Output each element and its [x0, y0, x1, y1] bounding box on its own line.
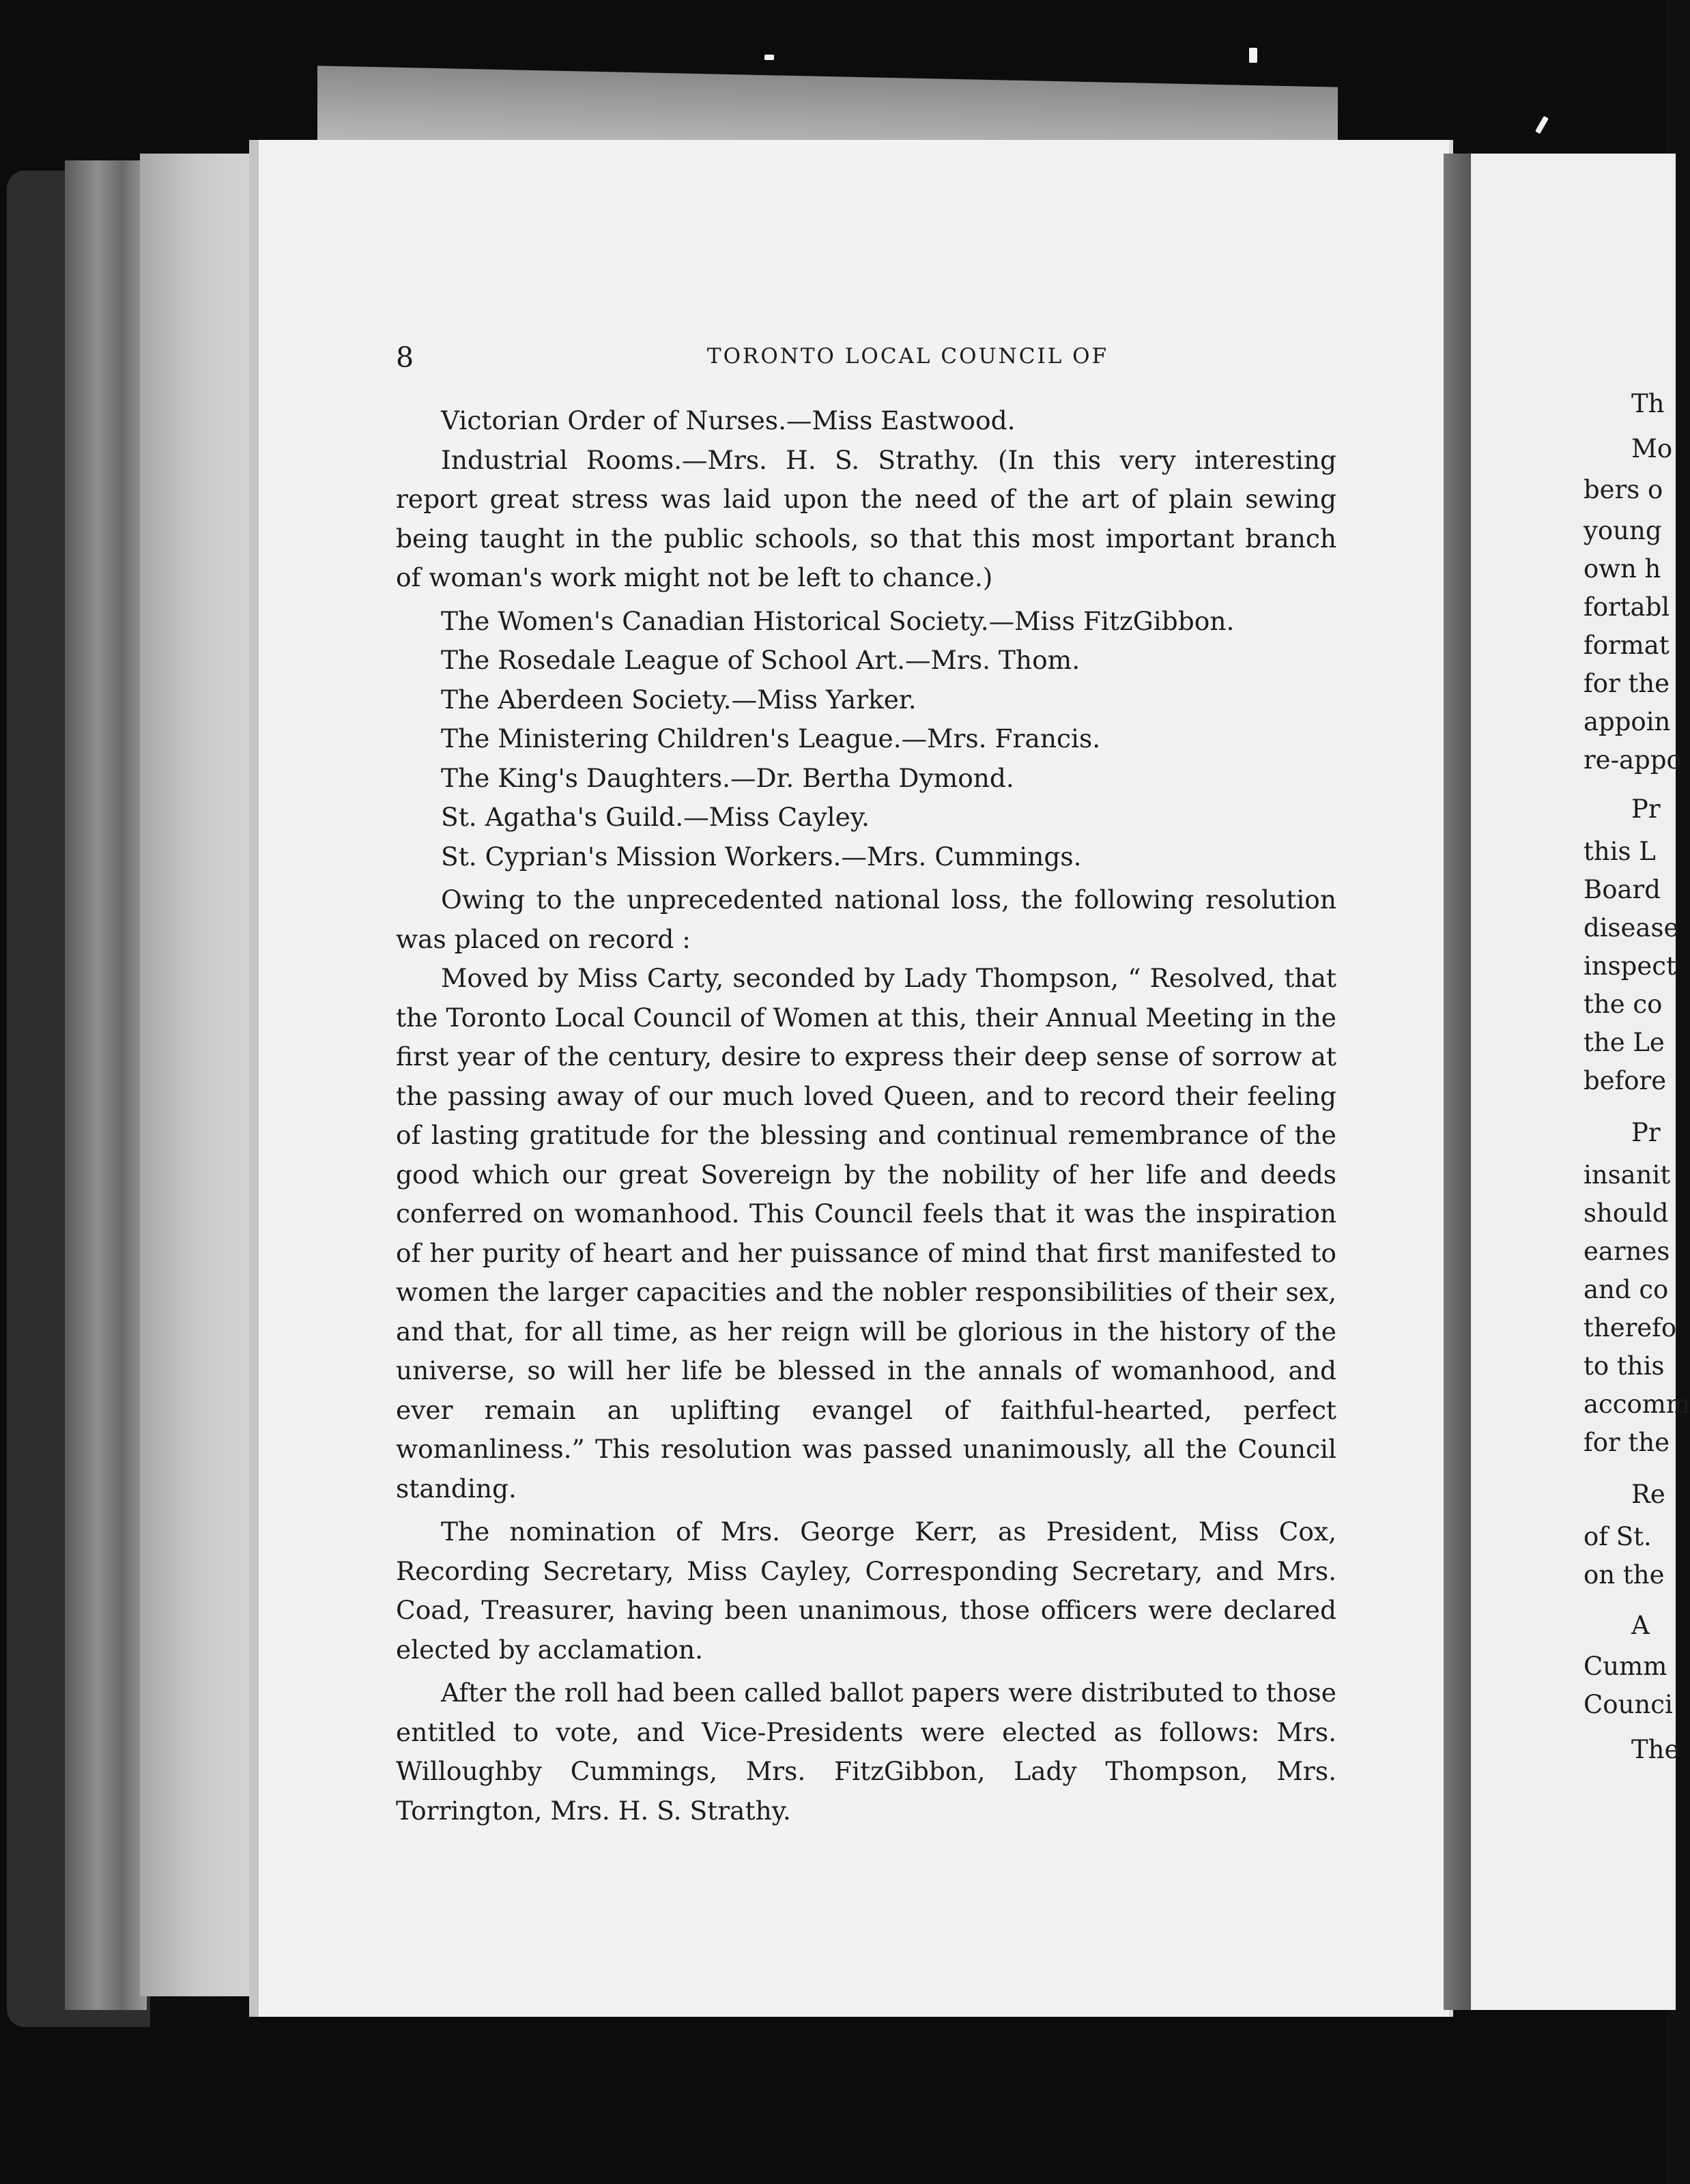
facing-line: should	[1584, 1198, 1669, 1228]
report-entry: Victorian Order of Nurses.—Miss Eastwood.	[441, 405, 1016, 435]
report-entry: The King's Daughters.—Dr. Bertha Dymond.	[441, 762, 1014, 793]
facing-line: Pr	[1631, 794, 1661, 824]
report-entry: The Women's Canadian Historical Society.—Miss FitzGibbon.	[441, 605, 1235, 636]
report-entry: Industrial Rooms.—Mrs. H. S. Strathy. (In this very interesting report great stress was laid upon the need of the art of plain sewing being taught in the public schools, so that this most important branch of woman's work might not be left to chance.)	[396, 444, 1336, 592]
report-entry: The Rosedale League of School Art.—Mrs. Thom.	[441, 645, 1080, 675]
facing-line: young	[1584, 516, 1662, 545]
running-head-title: TORONTO LOCAL COUNCIL OF	[706, 344, 1109, 369]
facing-line: insanit	[1584, 1160, 1671, 1190]
page-edges-outer	[65, 160, 147, 2010]
resolution-paragraph: Moved by Miss Carty, seconded by Lady Thompson, “ Resolved, that the Toronto Local Council of Women at this, their Annual Meeting in the first year of the century, desire to express their deep sense of sorrow at the passing away of our much loved Queen, and to record their feeling of lasting gratitude for the blessing and continual remembrance of the good which our great Sovereign by the nobility of her life and deeds conferred on womanhood. This Council feels that it was the inspiration of her purity of heart and her puissance of mind that first manifested to women the larger capacities and the nobler responsibilities of their sex, and that, for all time, as her reign will be glorious in the history of the universe, so will her life be blessed in the annals of womanhood, and ever remain an uplifting evangel of faithful-hearted, perfect womanliness.” This resolution was passed unanimously, all the Council standing.	[396, 963, 1336, 1504]
running-head	[396, 341, 1338, 382]
facing-line: on the	[1584, 1560, 1665, 1590]
facing-line: Th	[1631, 389, 1665, 418]
paragraph: The nomination of Mrs. George Kerr, as President, Miss Cox, Recording Secretary, Miss Cayley, Corresponding Secretary, and Mrs. Coad, Treasurer, having been unanimous, those officers were declared elected by acclamation.	[396, 1517, 1336, 1665]
facing-line: Pr	[1631, 1118, 1661, 1147]
facing-line: disease	[1584, 913, 1679, 943]
facing-line: The	[1631, 1735, 1680, 1764]
facing-line: Re	[1631, 1480, 1665, 1509]
facing-line: for the	[1584, 1428, 1670, 1457]
report-entry: St. Agatha's Guild.—Miss Cayley.	[441, 802, 870, 832]
facing-line: the co	[1584, 990, 1663, 1019]
page-edges-inner	[140, 154, 253, 1996]
facing-line: own h	[1584, 554, 1661, 584]
facing-line: therefo	[1584, 1313, 1677, 1342]
facing-line: earnes	[1584, 1237, 1670, 1266]
facing-line: format	[1584, 631, 1670, 660]
facing-line: the Le	[1584, 1028, 1665, 1057]
facing-line: Counci	[1584, 1690, 1673, 1719]
book-gutter	[1444, 154, 1471, 2010]
facing-line: bers o	[1584, 475, 1663, 504]
facing-line: and co	[1584, 1275, 1669, 1304]
facing-line: Board	[1584, 875, 1661, 904]
facing-line: re-appo	[1584, 745, 1682, 775]
facing-line: Mo	[1631, 434, 1673, 463]
page-number: 8	[396, 341, 414, 374]
facing-line: this L	[1584, 837, 1656, 866]
report-entry: St. Cyprian's Mission Workers.—Mrs. Cummings.	[441, 841, 1082, 872]
report-entry: The Aberdeen Society.—Miss Yarker.	[441, 684, 917, 715]
facing-line: fortabl	[1584, 592, 1670, 622]
facing-line: for the	[1584, 669, 1670, 698]
report-entry: The Ministering Children's League.—Mrs. Francis.	[441, 723, 1101, 753]
page-body	[396, 401, 1336, 1830]
facing-line: inspect	[1584, 951, 1676, 981]
facing-line: before	[1584, 1066, 1667, 1095]
facing-line: of St.	[1584, 1522, 1652, 1551]
facing-line: appoin	[1584, 707, 1671, 736]
facing-line: accomm	[1584, 1390, 1690, 1419]
facing-line: to this	[1584, 1351, 1665, 1381]
facing-line: A	[1631, 1611, 1650, 1640]
paragraph: Owing to the unprecedented national loss, the following resolution was placed on record :	[396, 885, 1336, 954]
paragraph: After the roll had been called ballot papers were distributed to those entitled to vote, and Vice-Presidents were elected as follows: Mrs. Willoughby Cummings, Mrs. FitzGibbon, Lady Thompson, Mrs. Torrington, Mrs. H. S. Strathy.	[396, 1678, 1336, 1826]
facing-line: Cumm	[1584, 1652, 1667, 1681]
